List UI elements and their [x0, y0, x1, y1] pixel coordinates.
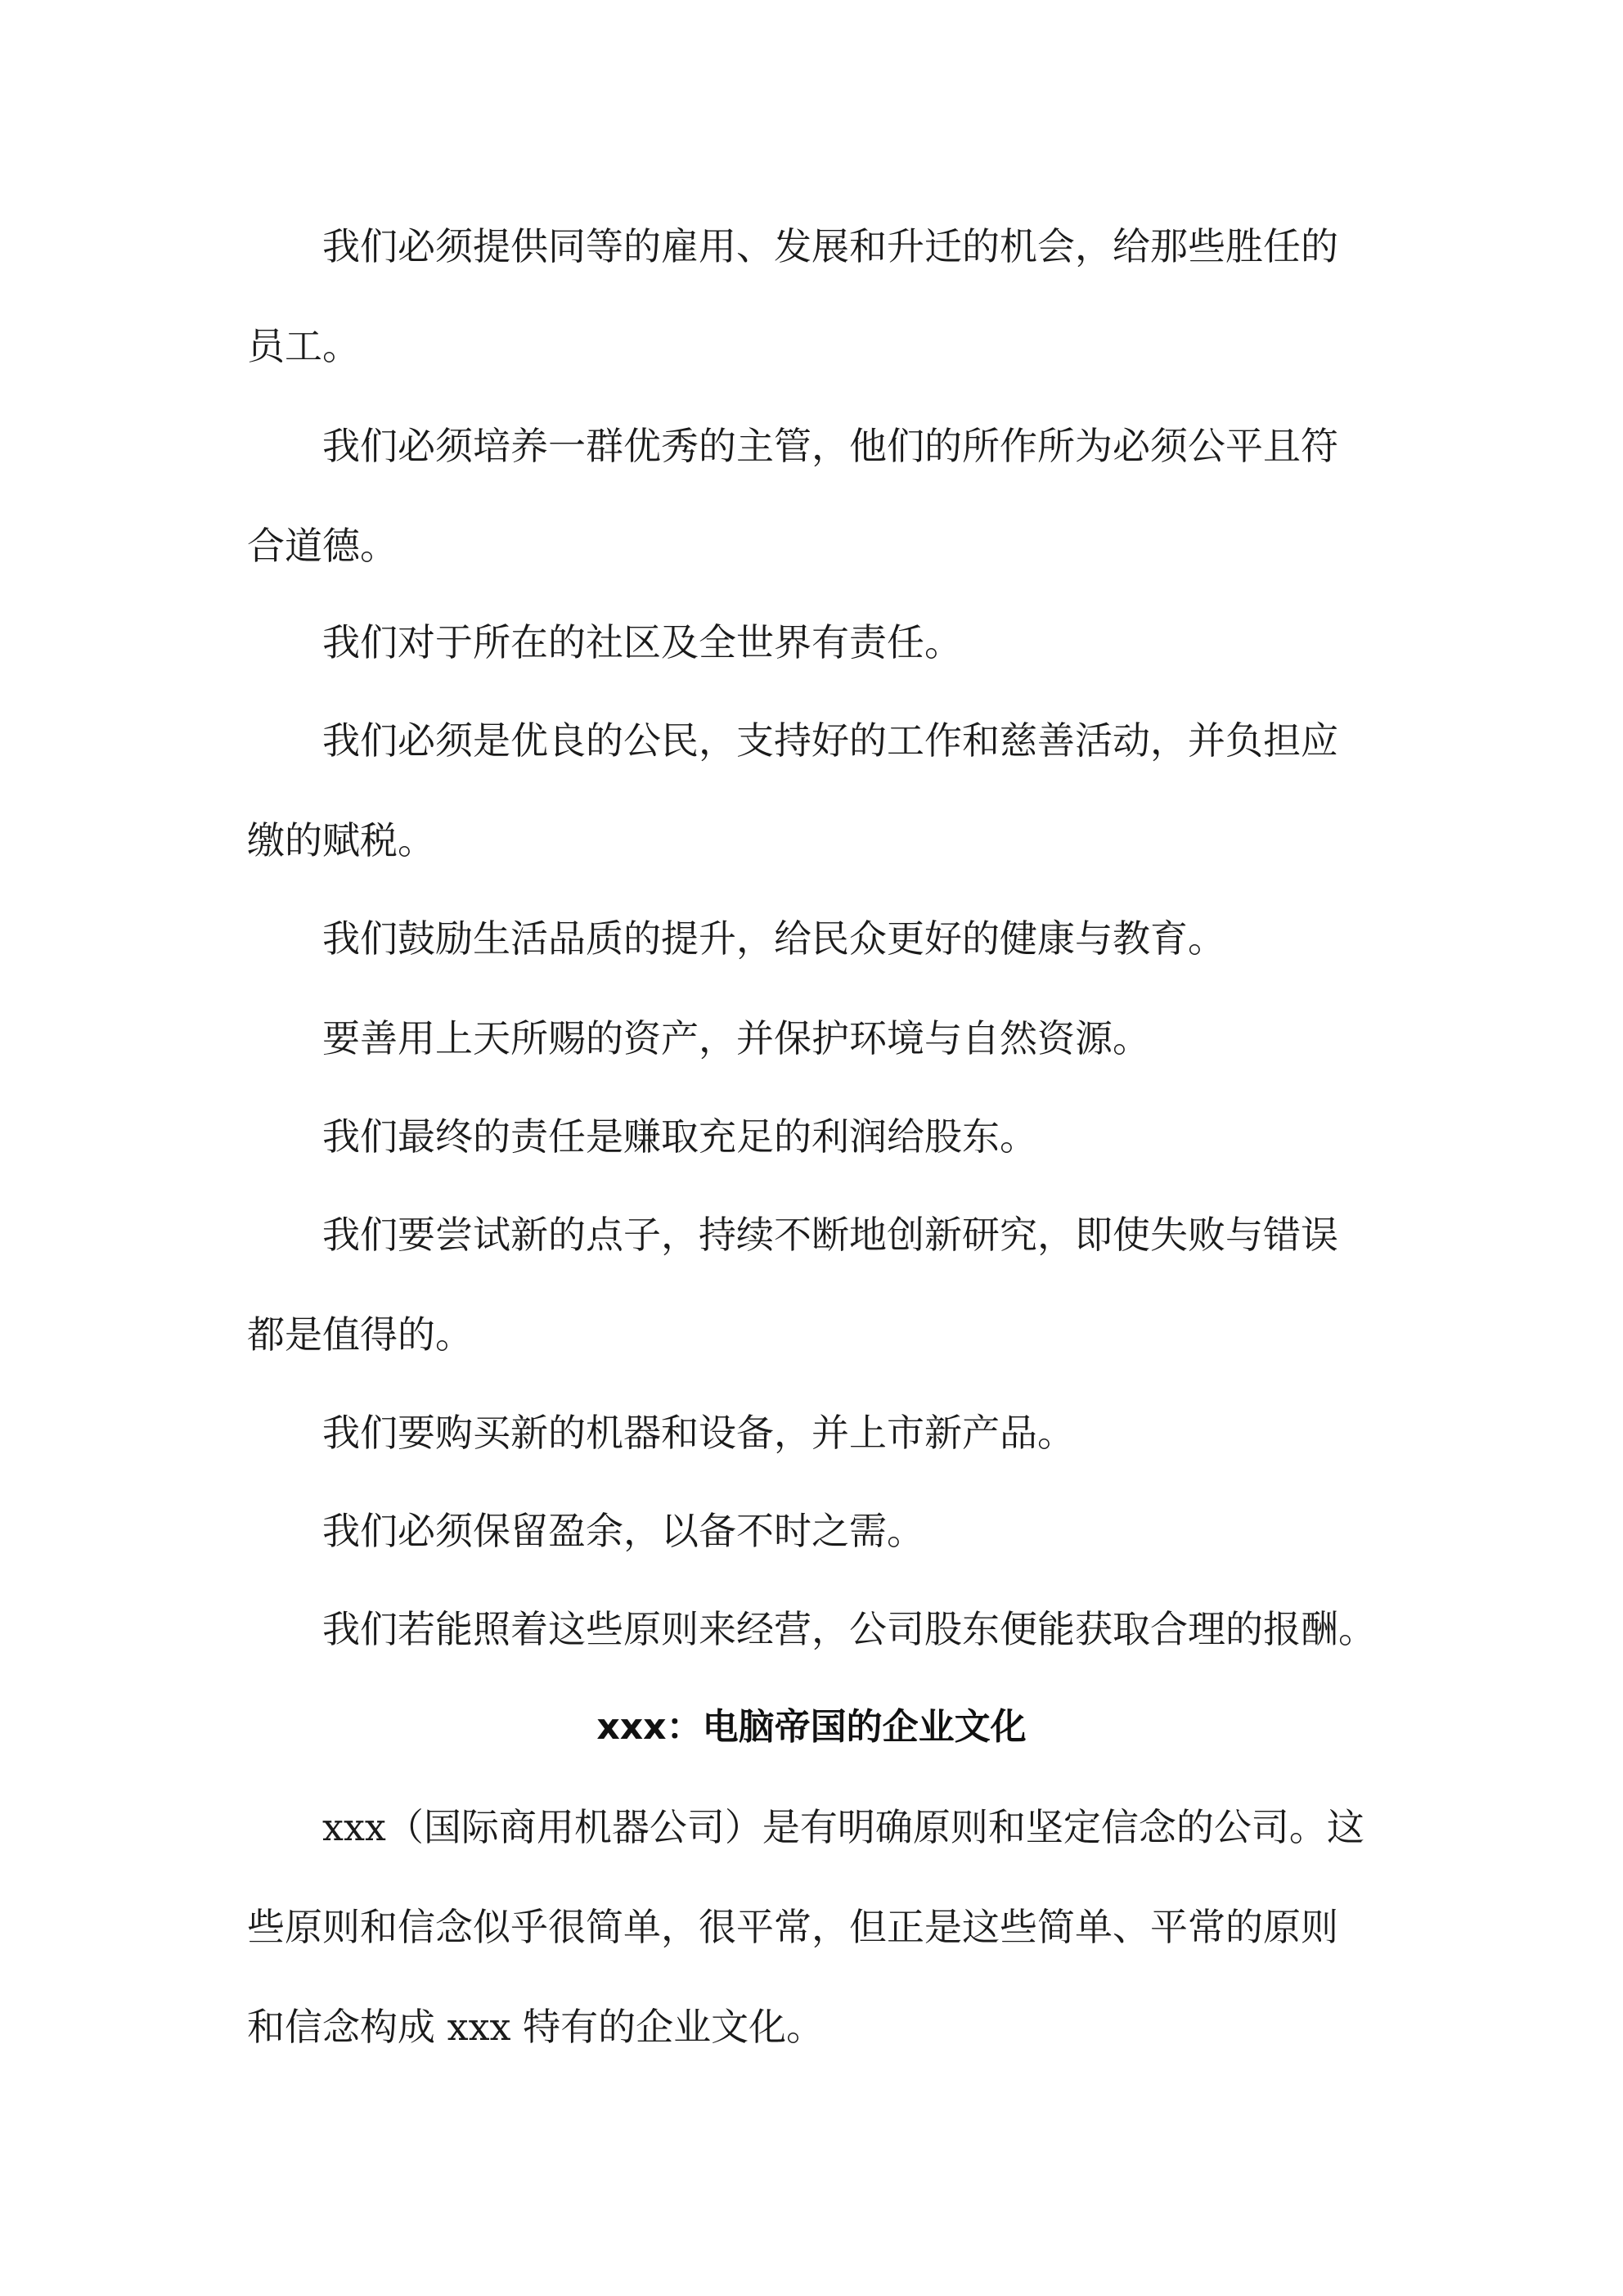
- paragraph-line: 我们鼓励生活品质的提升，给民众更好的健康与教育。: [322, 916, 1225, 961]
- paragraph-line: 缴的赋税。: [247, 818, 435, 862]
- section-heading: xxx：电脑帝国的企业文化: [596, 1706, 1027, 1748]
- paragraph-line: 我们必须提供同等的雇用、发展和升迁的机会，给那些胜任的: [322, 224, 1338, 268]
- paragraph-line: 我们最终的责任是赚取充足的利润给股东。: [322, 1114, 1037, 1159]
- paragraph-line: 我们对于所在的社区及全世界有责任。: [322, 620, 962, 664]
- paragraph-line: 我们要尝试新的点子，持续不断地创新研究，即使失败与错误: [322, 1213, 1338, 1257]
- paragraph-line: 和信念构成 xxx 特有的企业文化。: [247, 2005, 825, 2049]
- paragraph-line: 些原则和信念似乎很简单，很平常，但正是这些简单、平常的原则: [247, 1905, 1338, 1949]
- paragraph-line: xxx（国际商用机器公司）是有明确原则和坚定信念的公司。这: [322, 1805, 1364, 1849]
- paragraph-line: 我们若能照着这些原则来经营，公司股东便能获取合理的报酬。: [322, 1607, 1376, 1651]
- paragraph-line: 都是值得的。: [247, 1312, 473, 1357]
- paragraph-line: 我们必须保留盈余，以备不时之需。: [322, 1509, 924, 1553]
- paragraph-line: 我们必须是优良的公民，支持好的工作和慈善活动，并负担应: [322, 718, 1338, 763]
- paragraph-line: 我们要购买新的机器和设备，并上市新产品。: [322, 1411, 1075, 1455]
- paragraph-line: 我们必须培养一群优秀的主管，他们的所作所为必须公平且符: [322, 424, 1338, 468]
- paragraph-line: 合道德。: [247, 524, 398, 568]
- paragraph-line: 员工。: [247, 324, 360, 368]
- paragraph-line: 要善用上天所赐的资产，并保护环境与自然资源。: [322, 1016, 1150, 1060]
